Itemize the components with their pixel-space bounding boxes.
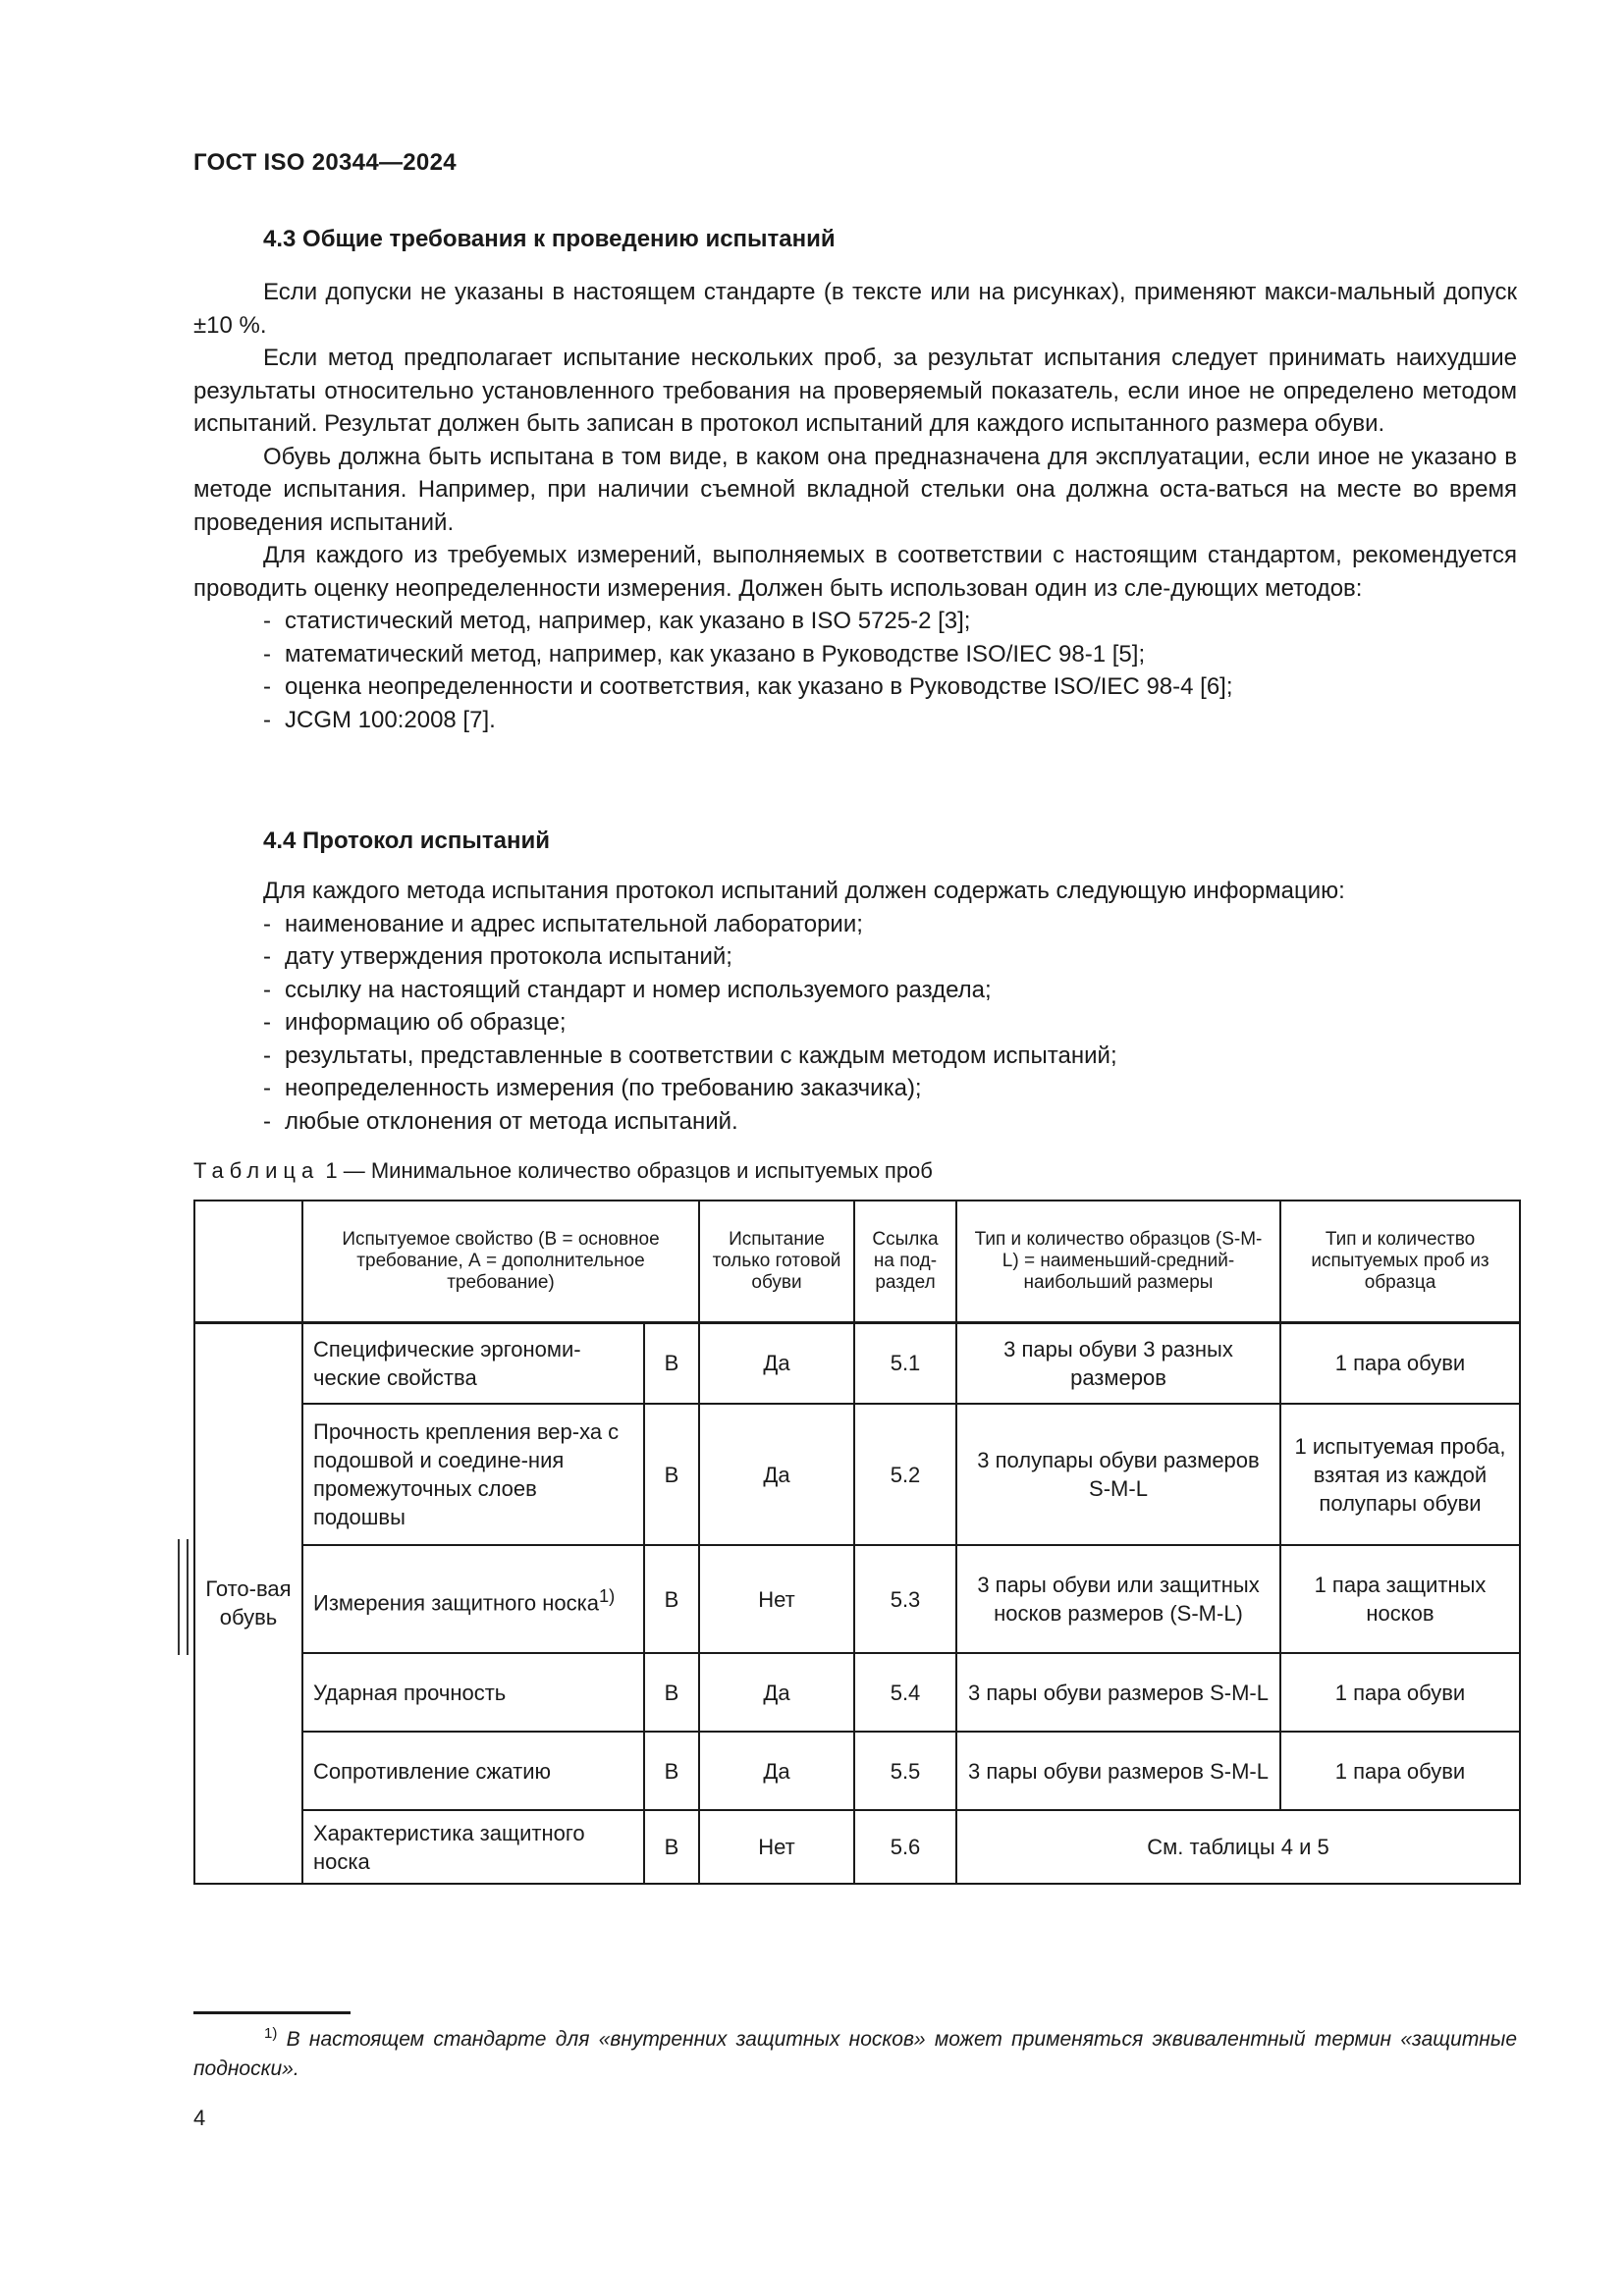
cell-finished: Да — [699, 1322, 854, 1404]
section-4-4-title: 4.4 Протокол испытаний — [263, 828, 550, 854]
header-reference: Ссылка на под-раздел — [854, 1201, 956, 1322]
footnote — [193, 2019, 1517, 2084]
list-item: - любые отклонения от метода испытаний. — [263, 1105, 1517, 1139]
cell-property: Сопротивление сжатию — [302, 1732, 644, 1810]
cell-requirement: В — [644, 1732, 699, 1810]
cell-requirement: В — [644, 1545, 699, 1653]
cell-reference: 5.2 — [854, 1404, 956, 1545]
list-item: - ссылку на настоящий стандарт и номер используемого раздела; — [263, 974, 1517, 1007]
cell-test-pieces: 1 испытуемая проба, взятая из каждой полупары обуви — [1280, 1404, 1520, 1545]
footnote-text: В настоящем стандарте для «внутренних защитных носков» может применяться эквивалентный термин «защитные подноски». — [193, 2028, 1517, 2080]
cell-samples: 3 пары обуви размеров S-M-L — [956, 1732, 1280, 1810]
table-header-row — [194, 1201, 1520, 1322]
cell-samples: 3 полупары обуви размеров S-M-L — [956, 1404, 1280, 1545]
cell-samples: 3 пары обуви размеров S-M-L — [956, 1653, 1280, 1732]
footnote-marker: 1) — [598, 1584, 616, 1606]
paragraph: Для каждого метода испытания протокол испытаний должен содержать следующую информацию: — [263, 878, 1345, 904]
paragraph: Если допуски не указаны в настоящем стандарте (в тексте или на рисунках), применяют макси-мальный допуск ±10 %. — [193, 279, 1517, 339]
header-blank — [194, 1201, 302, 1322]
paragraph: Обувь должна быть испытана в том виде, в каком она предназначена для эксплуатации, если иное не указано в методе испытания. Например, при наличии съемной вкладной стельки она должна оста-ваться на месте во время проведения испытаний. — [193, 443, 1517, 536]
list-item: - статистический метод, например, как указано в ISO 5725-2 [3]; — [263, 605, 1517, 638]
footnote-mark: 1) — [264, 2025, 278, 2042]
cell-property: Ударная прочность — [302, 1653, 644, 1732]
document-header: ГОСТ ISO 20344—2024 — [193, 149, 457, 176]
cell-test-pieces: 1 пара обуви — [1280, 1322, 1520, 1404]
cell-property — [302, 1545, 644, 1653]
list-item: - наименование и адрес испытательной лаборатории; — [263, 908, 1517, 941]
cell-reference: 5.5 — [854, 1732, 956, 1810]
table-row — [194, 1810, 1520, 1884]
cell-samples: 3 пары обуви 3 разных размеров — [956, 1322, 1280, 1404]
methods-list — [193, 605, 1517, 736]
page-number: 4 — [193, 2106, 206, 2130]
cell-finished: Да — [699, 1404, 854, 1545]
cell-test-pieces: 1 пара обуви — [1280, 1732, 1520, 1810]
cell-requirement: В — [644, 1322, 699, 1404]
cell-reference: 5.1 — [854, 1322, 956, 1404]
header-test-pieces: Тип и количество испытуемых проб из образца — [1280, 1201, 1520, 1322]
samples-table — [193, 1200, 1521, 1885]
cell-finished: Нет — [699, 1545, 854, 1653]
header-finished-only: Испытание только готовой обуви — [699, 1201, 854, 1322]
header-samples: Тип и количество образцов (S-M-L) = наименьший-средний-наибольший размеры — [956, 1201, 1280, 1322]
cell-property-text: Измерения защитного носка — [313, 1590, 599, 1616]
group-finished-footwear: Гото-вая обувь — [194, 1322, 302, 1884]
list-item: - дату утверждения протокола испытаний; — [263, 940, 1517, 974]
cell-merged-see-tables: См. таблицы 4 и 5 — [956, 1810, 1520, 1884]
list-item: - оценка неопределенности и соответствия, как указано в Руководстве ISO/IEC 98-4 [6]; — [263, 670, 1517, 704]
cell-reference: 5.6 — [854, 1810, 956, 1884]
table-row — [194, 1404, 1520, 1545]
table-caption-text: 1 — Минимальное количество образцов и испытуемых проб — [319, 1158, 933, 1183]
table-row — [194, 1322, 1520, 1404]
cell-property: Прочность крепления вер-ха с подошвой и соедине-ния промежуточных слоев подошвы — [302, 1404, 644, 1545]
cell-property: Характеристика защитного носка — [302, 1810, 644, 1884]
section-4-3-title: 4.3 Общие требования к проведению испытаний — [263, 226, 836, 252]
list-item: - JCGM 100:2008 [7]. — [263, 704, 1517, 737]
table-row — [194, 1653, 1520, 1732]
header-property: Испытуемое свойство (В = основное требование, А = дополнительное требование) — [302, 1201, 699, 1322]
cell-test-pieces: 1 пара обуви — [1280, 1653, 1520, 1732]
table-caption — [193, 1158, 933, 1184]
table-row — [194, 1732, 1520, 1810]
cell-requirement: В — [644, 1653, 699, 1732]
cell-reference: 5.3 — [854, 1545, 956, 1653]
cell-requirement: В — [644, 1404, 699, 1545]
footnote-rule — [193, 2011, 351, 2014]
paragraph: Для каждого из требуемых измерений, выполняемых в соответствии с настоящим стандартом, рекомендуется проводить оценку неопределенности измерения. Должен быть использован один из сле-дующих методов: — [193, 542, 1517, 602]
list-item: - математический метод, например, как указано в Руководстве ISO/IEC 98-1 [5]; — [263, 638, 1517, 671]
table-row — [194, 1545, 1520, 1653]
cell-reference: 5.4 — [854, 1653, 956, 1732]
list-item: - неопределенность измерения (по требованию заказчика); — [263, 1072, 1517, 1105]
section-4-4-body — [193, 875, 1517, 1138]
cell-finished: Да — [699, 1653, 854, 1732]
change-bar-marker — [178, 1539, 189, 1655]
cell-finished: Да — [699, 1732, 854, 1810]
cell-finished: Нет — [699, 1810, 854, 1884]
list-item: - результаты, представленные в соответствии с каждым методом испытаний; — [263, 1040, 1517, 1073]
section-4-3-body — [193, 276, 1517, 736]
list-item: - информацию об образце; — [263, 1006, 1517, 1040]
paragraph: Если метод предполагает испытание нескольких проб, за результат испытания следует принимать наихудшие результаты относительно установленного требования на проверяемый показатель, если иное не определено методом испытаний. Результат должен быть записан в протокол испытаний для каждого испытанного размера обуви. — [193, 345, 1517, 437]
cell-samples: 3 пары обуви или защитных носков размеров (S-M-L) — [956, 1545, 1280, 1653]
cell-requirement: В — [644, 1810, 699, 1884]
table-caption-prefix: Таблица — [193, 1158, 320, 1183]
cell-property: Специфические эргономи-ческие свойства — [302, 1322, 644, 1404]
report-contents-list — [193, 908, 1517, 1139]
cell-test-pieces: 1 пара защитных носков — [1280, 1545, 1520, 1653]
